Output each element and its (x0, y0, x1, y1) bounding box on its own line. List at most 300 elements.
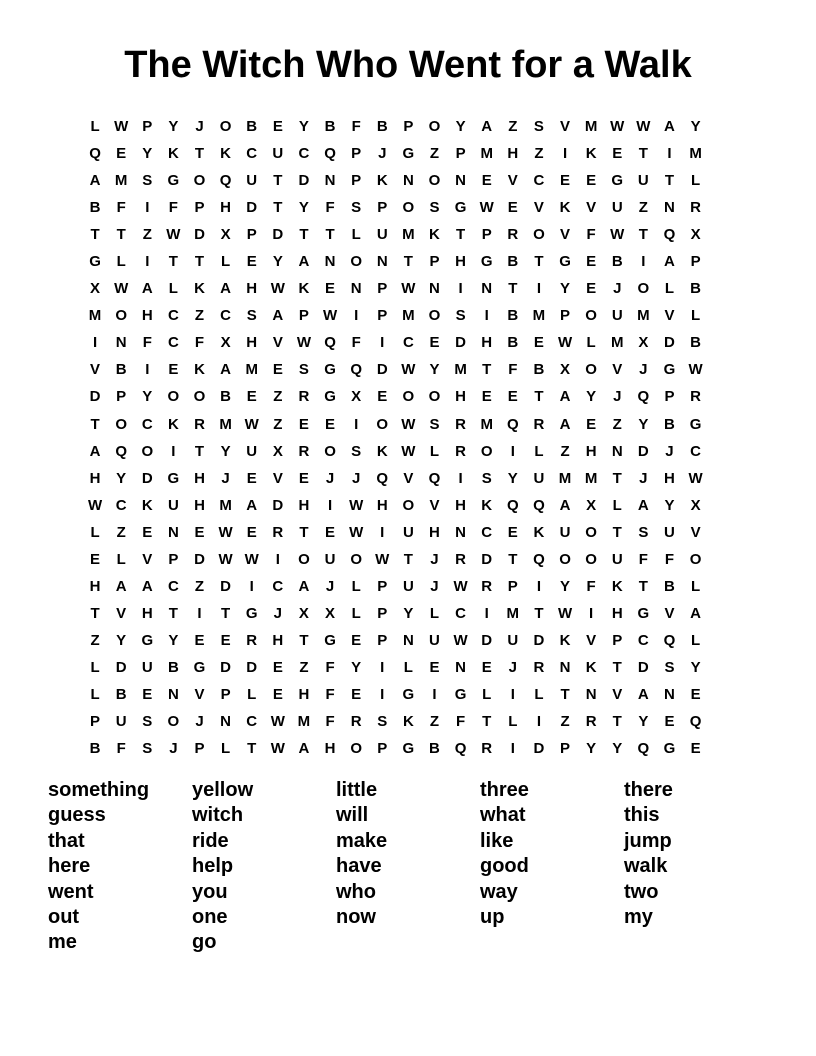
grid-letter: L (90, 118, 100, 136)
grid-letter: R (481, 577, 493, 595)
grid-letter: A (559, 415, 571, 433)
grid-letter: O (115, 415, 127, 433)
grid-letter: F (638, 550, 648, 568)
grid-letter: G (480, 253, 493, 271)
grid-letter: I (275, 550, 280, 568)
grid-letter: L (351, 577, 361, 595)
grid-letter: P (377, 577, 388, 595)
grid-letter: E (116, 145, 127, 163)
word-item: have (336, 855, 382, 878)
grid-letter: I (380, 334, 385, 352)
grid-letter: L (690, 577, 701, 595)
grid-letter: D (533, 631, 545, 649)
grid-letter: O (350, 740, 362, 758)
grid-letter: W (114, 280, 129, 298)
grid-letter: G (611, 172, 624, 190)
grid-letter: F (586, 226, 596, 244)
grid-row (82, 383, 709, 410)
grid-letter: G (559, 253, 571, 271)
grid-letter: I (510, 686, 515, 703)
grid-letter: M (637, 307, 650, 325)
grid-row (82, 302, 709, 329)
grid-letter: L (690, 631, 701, 649)
grid-letter: R (481, 740, 493, 758)
grid-letter: D (637, 442, 649, 460)
grid-letter: H (89, 469, 101, 487)
grid-row (82, 627, 709, 654)
grid-letter: Y (507, 469, 518, 487)
word-item: walk (624, 855, 668, 878)
grid-letter: C (167, 577, 179, 595)
grid-letter: B (246, 118, 258, 136)
grid-letter: K (585, 658, 597, 676)
grid-letter: O (376, 415, 389, 433)
grid-letter: T (299, 226, 309, 244)
grid-letter: X (690, 226, 701, 244)
grid-letter: K (402, 713, 414, 731)
grid-letter: J (430, 550, 439, 568)
grid-letter: E (586, 280, 597, 298)
grid-letter: J (325, 469, 335, 487)
grid-letter: O (115, 307, 127, 325)
grid-letter: R (455, 415, 466, 433)
grid-letter: T (534, 253, 544, 271)
grid-letter: T (325, 226, 335, 244)
grid-letter: W (453, 577, 468, 595)
grid-letter: W (557, 604, 573, 622)
grid-letter: K (220, 145, 232, 163)
grid-letter: D (220, 658, 232, 676)
grid-letter: U (611, 307, 623, 325)
grid-letter: Z (534, 145, 544, 163)
grid-row (82, 573, 709, 600)
grid-letter: R (507, 226, 519, 244)
grid-letter: O (585, 550, 597, 568)
grid-letter: C (481, 523, 493, 541)
grid-letter: V (560, 118, 571, 136)
grid-letter: S (351, 199, 362, 217)
grid-letter: H (141, 307, 153, 325)
grid-letter: D (246, 199, 258, 217)
grid-letter: G (193, 658, 206, 676)
grid-letter: D (246, 658, 258, 676)
word-column (624, 778, 768, 956)
word-item: my (624, 906, 653, 929)
grid-letter: O (559, 550, 571, 568)
grid-letter: W (270, 740, 285, 758)
grid-letter: U (324, 550, 336, 568)
grid-letter: E (220, 631, 231, 649)
grid-letter: A (298, 577, 310, 595)
grid-letter: S (638, 523, 649, 541)
grid-letter: N (559, 658, 571, 676)
grid-letter: Z (508, 118, 518, 136)
grid-letter: X (220, 334, 231, 352)
grid-letter: W (636, 118, 651, 136)
grid-letter: B (115, 361, 127, 379)
grid-letter: T (194, 145, 205, 163)
grid-letter: J (639, 469, 648, 487)
grid-letter: I (249, 577, 254, 595)
grid-letter: R (690, 388, 701, 406)
word-item: you (192, 880, 228, 903)
grid-letter: V (586, 199, 597, 217)
grid-letter: P (194, 199, 205, 217)
grid-letter: Y (142, 388, 153, 406)
grid-letter: H (455, 496, 466, 514)
grid-letter: E (272, 118, 283, 136)
word-column (192, 778, 336, 956)
grid-letter: P (664, 388, 675, 406)
grid-letter: I (171, 442, 176, 460)
grid-letter: M (219, 415, 232, 433)
grid-letter: M (532, 307, 546, 325)
grid-letter: I (145, 361, 150, 379)
grid-letter: A (220, 280, 232, 298)
grid-letter: U (167, 496, 179, 514)
grid-letter: V (194, 686, 205, 703)
grid-letter: A (637, 686, 649, 703)
grid-letter: I (536, 713, 541, 731)
grid-letter: W (296, 334, 312, 352)
grid-letter: Z (142, 226, 152, 244)
grid-row (82, 194, 709, 221)
grid-letter: N (664, 199, 675, 217)
grid-letter: W (244, 550, 259, 568)
grid-letter: C (167, 307, 179, 325)
grid-letter: W (375, 550, 390, 568)
grid-letter: G (402, 145, 415, 163)
grid-row (82, 735, 709, 762)
grid-letter: M (219, 496, 232, 514)
grid-letter: E (246, 253, 257, 271)
grid-letter: I (589, 604, 594, 622)
grid-letter: H (246, 280, 258, 298)
grid-letter: B (507, 253, 519, 271)
grid-letter: E (481, 658, 492, 676)
grid-letter: P (142, 118, 153, 136)
grid-letter: N (167, 523, 179, 541)
grid-letter: G (689, 415, 702, 433)
grid-letter: T (168, 604, 178, 622)
grid-letter: U (402, 577, 414, 595)
grid-letter: I (536, 577, 541, 595)
grid-letter: Q (689, 713, 702, 731)
grid-letter: K (167, 415, 179, 433)
grid-letter: I (641, 253, 646, 271)
grid-letter: Z (299, 658, 309, 676)
grid-letter: J (378, 145, 387, 163)
grid-letter: Q (663, 631, 676, 649)
grid-letter: T (90, 415, 100, 433)
grid-letter: T (247, 740, 257, 758)
grid-letter: U (376, 226, 388, 244)
grid-letter: C (637, 631, 649, 649)
grid-letter: E (298, 469, 309, 487)
grid-letter: Y (142, 145, 153, 163)
grid-letter: L (221, 740, 231, 758)
grid-letter: B (324, 118, 336, 136)
grid-letter: O (402, 388, 415, 406)
grid-letter: S (142, 740, 153, 758)
grid-letter: G (663, 361, 676, 379)
grid-letter: A (664, 118, 675, 136)
grid-letter: J (273, 604, 282, 622)
grid-letter: Y (560, 577, 571, 595)
grid-letter: Z (429, 145, 440, 163)
grid-letter: H (611, 604, 623, 622)
grid-letter: K (376, 172, 388, 190)
grid-letter: E (90, 550, 101, 568)
grid-letter: D (376, 361, 388, 379)
grid-letter: K (298, 280, 310, 298)
grid-letter: G (637, 604, 650, 622)
grid-letter: H (664, 469, 675, 487)
grid-letter: E (246, 523, 257, 541)
grid-letter: A (141, 577, 153, 595)
grid-letter: K (376, 442, 388, 460)
grid-letter: W (166, 226, 181, 244)
grid-letter: T (194, 442, 205, 460)
grid-letter: E (194, 523, 205, 541)
grid-letter: A (220, 361, 232, 379)
grid-letter: O (219, 118, 232, 136)
grid-letter: M (610, 334, 624, 352)
grid-letter: H (246, 334, 258, 352)
grid-letter: O (428, 118, 441, 136)
grid-letter: O (324, 442, 336, 460)
grid-letter: P (116, 388, 127, 406)
grid-letter: V (429, 496, 440, 514)
grid-letter: Z (429, 713, 440, 731)
grid-row (82, 140, 709, 167)
grid-letter: L (116, 550, 126, 568)
grid-letter: U (141, 658, 153, 676)
grid-letter: P (507, 577, 518, 595)
grid-letter: T (664, 172, 675, 190)
grid-letter: O (167, 713, 180, 731)
word-item: there (624, 779, 673, 801)
grid-letter: I (484, 604, 489, 622)
grid-letter: N (402, 631, 414, 649)
grid-letter: G (324, 388, 336, 406)
grid-letter: L (90, 523, 100, 541)
grid-row (82, 248, 709, 275)
grid-letter: O (428, 172, 441, 190)
grid-letter: E (481, 172, 492, 190)
grid-letter: E (429, 658, 440, 676)
word-item: up (480, 906, 505, 929)
grid-letter: O (350, 550, 362, 568)
grid-letter: W (479, 199, 494, 217)
grid-letter: Q (89, 145, 101, 163)
word-item: make (336, 829, 388, 852)
grid-letter: C (533, 172, 545, 190)
grid-letter: S (246, 307, 257, 325)
grid-letter: V (612, 361, 623, 379)
word-item: like (480, 829, 514, 852)
grid-letter: X (351, 388, 362, 406)
grid-letter: Q (454, 740, 467, 758)
grid-letter: A (298, 253, 310, 271)
grid-letter: B (533, 361, 545, 379)
grid-letter: D (272, 496, 284, 514)
grid-letter: I (562, 145, 568, 163)
grid-letter: G (402, 740, 415, 758)
grid-letter: T (482, 361, 492, 379)
grid-letter: K (429, 226, 440, 244)
grid-letter: Y (455, 118, 466, 136)
grid-letter: C (141, 415, 153, 433)
grid-letter: A (272, 307, 284, 325)
grid-letter: F (325, 686, 335, 703)
grid-letter: D (455, 334, 466, 352)
grid-letter: P (194, 740, 205, 758)
grid-letter: J (613, 388, 622, 406)
grid-letter: P (377, 604, 388, 622)
grid-letter: M (689, 145, 702, 163)
grid-letter: I (458, 469, 463, 487)
grid-letter: Q (506, 496, 519, 514)
grid-letter: U (637, 172, 649, 190)
grid-letter: F (325, 658, 335, 676)
grid-letter: F (456, 713, 466, 731)
grid-letter: J (195, 118, 204, 136)
grid-letter: E (560, 172, 571, 190)
grid-letter: P (246, 226, 257, 244)
grid-letter: Z (273, 415, 283, 433)
grid-row (82, 438, 709, 465)
grid-letter: P (612, 631, 623, 649)
grid-letter: G (245, 604, 258, 622)
grid-letter: Y (168, 631, 179, 649)
grid-letter: I (667, 145, 672, 163)
word-item: out (48, 906, 80, 929)
grid-letter: T (508, 280, 518, 298)
grid-letter: S (481, 469, 492, 487)
grid-letter: Z (194, 307, 205, 325)
grid-letter: T (612, 469, 622, 487)
grid-letter: H (376, 496, 388, 514)
grid-letter: M (480, 145, 493, 163)
grid-letter: W (557, 334, 573, 352)
grid-letter: U (246, 172, 258, 190)
grid-letter: D (272, 226, 284, 244)
grid-letter: J (665, 442, 674, 460)
grid-letter: L (690, 172, 701, 190)
grid-row (82, 356, 709, 383)
grid-letter: L (690, 307, 701, 325)
grid-letter: T (482, 713, 492, 731)
grid-letter: N (429, 280, 440, 298)
word-item: who (336, 880, 376, 903)
grid-letter: S (142, 713, 153, 731)
grid-letter: T (638, 226, 648, 244)
grid-letter: T (273, 199, 283, 217)
grid-letter: Q (637, 740, 650, 758)
grid-letter: V (142, 550, 153, 568)
grid-letter: R (350, 713, 362, 731)
grid-letter: X (220, 226, 231, 244)
grid-letter: D (664, 334, 675, 352)
grid-letter: H (220, 199, 232, 217)
grid-row (82, 681, 709, 708)
grid-letter: B (690, 280, 701, 298)
grid-letter: Y (586, 740, 597, 758)
grid-letter: I (432, 686, 437, 703)
grid-letter: O (689, 550, 702, 568)
grid-letter: O (533, 226, 545, 244)
grid-letter: V (403, 469, 414, 487)
grid-letter: Y (638, 415, 649, 433)
grid-letter: O (402, 199, 415, 217)
grid-letter: C (220, 307, 232, 325)
grid-letter: P (90, 713, 101, 731)
grid-letter: J (169, 740, 178, 758)
grid-letter: W (688, 469, 703, 487)
grid-letter: E (690, 740, 701, 758)
grid-letter: V (272, 469, 283, 487)
grid-letter: N (455, 172, 466, 190)
grid-letter: C (246, 713, 258, 731)
grid-letter: C (167, 334, 179, 352)
grid-letter: I (380, 658, 385, 676)
grid-letter: S (533, 118, 544, 136)
grid-letter: E (507, 388, 518, 406)
grid-letter: F (116, 199, 126, 217)
grid-letter: Y (168, 118, 179, 136)
grid-letter: W (218, 523, 233, 541)
grid-letter: D (220, 577, 232, 595)
grid-letter: M (88, 307, 102, 325)
grid-row (82, 221, 709, 248)
grid-letter: X (560, 361, 571, 379)
grid-letter: M (297, 713, 311, 731)
grid-letter: Q (533, 496, 545, 514)
grid-letter: O (350, 253, 362, 271)
grid-letter: M (114, 172, 128, 190)
grid-letter: Z (638, 199, 648, 217)
word-column (336, 778, 480, 956)
grid-letter: W (401, 415, 416, 433)
grid-letter: I (510, 442, 515, 460)
grid-letter: T (168, 253, 178, 271)
grid-letter: U (272, 145, 284, 163)
grid-letter: Q (324, 334, 336, 352)
grid-letter: Y (116, 469, 127, 487)
grid-letter: M (584, 118, 598, 136)
grid-letter: U (664, 523, 675, 541)
grid-letter: L (221, 253, 231, 271)
grid-letter: X (272, 442, 283, 460)
grid-letter: A (481, 118, 493, 136)
grid-letter: E (168, 361, 179, 379)
grid-letter: L (247, 686, 257, 703)
grid-letter: Z (273, 388, 283, 406)
grid-letter: Q (506, 415, 519, 433)
grid-row (82, 275, 709, 302)
grid-letter: W (114, 118, 129, 136)
grid-letter: F (325, 713, 335, 731)
grid-letter: O (428, 307, 441, 325)
grid-letter: D (89, 388, 101, 406)
puzzle-title: The Witch Who Went for a Walk (124, 44, 692, 86)
grid-letter: D (481, 631, 493, 649)
grid-letter: T (508, 550, 518, 568)
grid-letter: H (324, 740, 336, 758)
grid-letter: L (351, 604, 361, 622)
word-item: little (336, 779, 378, 801)
